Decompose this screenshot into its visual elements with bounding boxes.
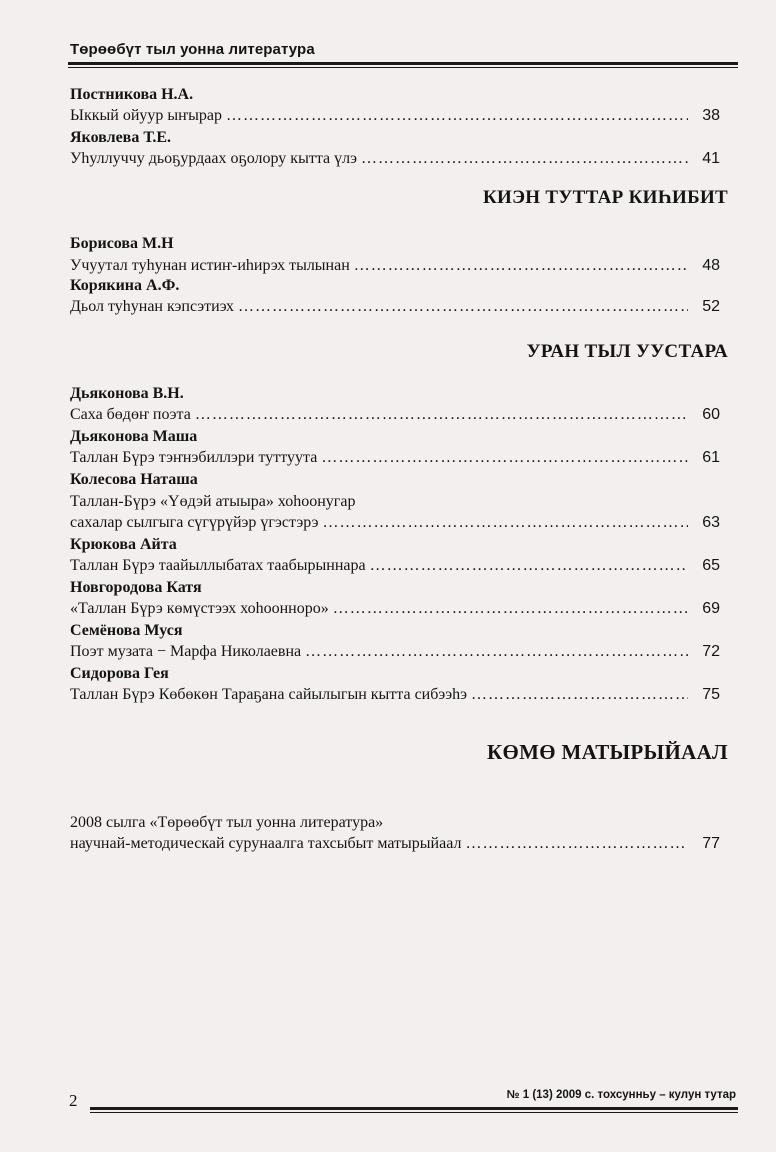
toc-author: Постникова Н.А. — [70, 86, 194, 103]
toc-entry-title: Поэт музата − Марфа Николаевна — [70, 643, 302, 660]
section-heading: КИЭН ТУТТАР КИҺИБИТ — [482, 187, 728, 208]
toc-author: Дьяконова Маша — [70, 428, 198, 445]
toc-entry — [70, 150, 720, 168]
toc-entry — [70, 406, 720, 424]
toc-author: Борисова М.Н — [70, 235, 174, 252]
toc-page-number: 38 — [702, 107, 720, 124]
toc-entry — [70, 557, 720, 575]
toc-entry — [70, 107, 720, 125]
toc-entry-title-line1: Таллан-Бүрэ «Үөдэй атыыра» хоһоонугар — [70, 493, 356, 510]
toc-page-number: 77 — [702, 835, 720, 852]
toc-entry-title: сахалар сылгыга сүгүрүйэр үгэстэрэ — [70, 514, 319, 531]
leader-dots — [322, 514, 688, 532]
toc-author: Яковлева Т.Е. — [70, 129, 172, 146]
toc-author: Дьяконова В.Н. — [70, 385, 184, 402]
toc-page-number: 72 — [702, 643, 720, 660]
toc-entry-title: научнай-методическай сурунаалга тахсыбыт матырыйаал — [70, 835, 462, 852]
toc-page-number: 48 — [702, 257, 720, 274]
toc-entry-title: Таллан Бүрэ тэҥнэбиллэри туттуута — [70, 449, 318, 466]
leader-dots — [226, 107, 688, 125]
toc-entry-title: «Таллан Бүрэ көмүстээх хоһооннoро» — [70, 600, 329, 617]
toc-page-number: 75 — [702, 686, 720, 703]
leader-dots — [321, 449, 688, 467]
toc-author: Колесова Наташа — [70, 471, 198, 488]
toc-author: Новгородова Катя — [70, 579, 202, 596]
leader-dots — [354, 257, 688, 275]
toc-entry — [70, 449, 720, 467]
journal-title: Төрөөбүт тыл уонна литература — [70, 41, 315, 58]
leader-dots — [305, 643, 688, 661]
toc-page-number: 69 — [702, 600, 720, 617]
toc-entry-title: Саха бөдөҥ поэта — [70, 406, 191, 423]
toc-page-number: 61 — [702, 449, 720, 466]
toc-entry-title: Дьол туһунан кэпсэтиэх — [70, 298, 234, 315]
footer-rule-thin — [90, 1112, 738, 1113]
leader-dots — [238, 298, 688, 316]
toc-entry-title-line1: 2008 сылга «Төрөөбүт тыл уонна литература» — [70, 814, 384, 831]
page-number: 2 — [69, 1091, 78, 1110]
leader-dots — [465, 835, 688, 853]
toc-entry — [70, 257, 720, 275]
toc-author: Корякина А.Ф. — [70, 277, 180, 294]
toc-page-number: 65 — [702, 557, 720, 574]
toc-entry — [70, 514, 720, 532]
leader-dots — [333, 600, 688, 618]
toc-entry-title: Таллан Бүрэ таайыллыбатах таабырыннара — [70, 557, 366, 574]
toc-page-number: 63 — [702, 514, 720, 531]
toc-entry — [70, 298, 720, 316]
toc-entry-title: Учуутал туһунан истиҥ-иһирэх тылынан — [70, 257, 350, 274]
leader-dots — [195, 406, 688, 424]
section-heading: УРАН ТЫЛ УУСТАРА — [526, 341, 728, 362]
toc-author: Сидорова Гея — [70, 665, 169, 682]
leader-dots — [361, 150, 688, 168]
toc-entry — [70, 686, 720, 704]
toc-page-number: 52 — [702, 298, 720, 315]
toc-entry-title: Уһуллуччу дьоҕурдаах оҕолору кытта үлэ — [70, 150, 357, 167]
toc-entry-title: Таллан Бүрэ Көбөкөн Тараҕана сайылыгын кытта сибээһэ — [70, 686, 467, 703]
section-heading: КӨМӨ МАТЫРЫЙААЛ — [487, 740, 728, 764]
footer-rule — [90, 1107, 738, 1110]
toc-author: Семёнова Муся — [70, 622, 183, 639]
leader-dots — [471, 686, 688, 704]
issue-info: № 1 (13) 2009 с. тохсунньу – кулун тутар — [506, 1089, 736, 1101]
header-rule — [68, 62, 738, 65]
toc-page-number: 41 — [702, 150, 720, 167]
toc-entry — [70, 600, 720, 618]
toc-entry — [70, 643, 720, 661]
header-rule-thin — [68, 67, 738, 68]
toc-author: Крюкова Айта — [70, 536, 177, 553]
leader-dots — [370, 557, 688, 575]
toc-entry — [70, 835, 720, 853]
toc-entry-title: Ыккый ойуур ыҥырар — [70, 107, 222, 124]
toc-page-number: 60 — [702, 406, 720, 423]
